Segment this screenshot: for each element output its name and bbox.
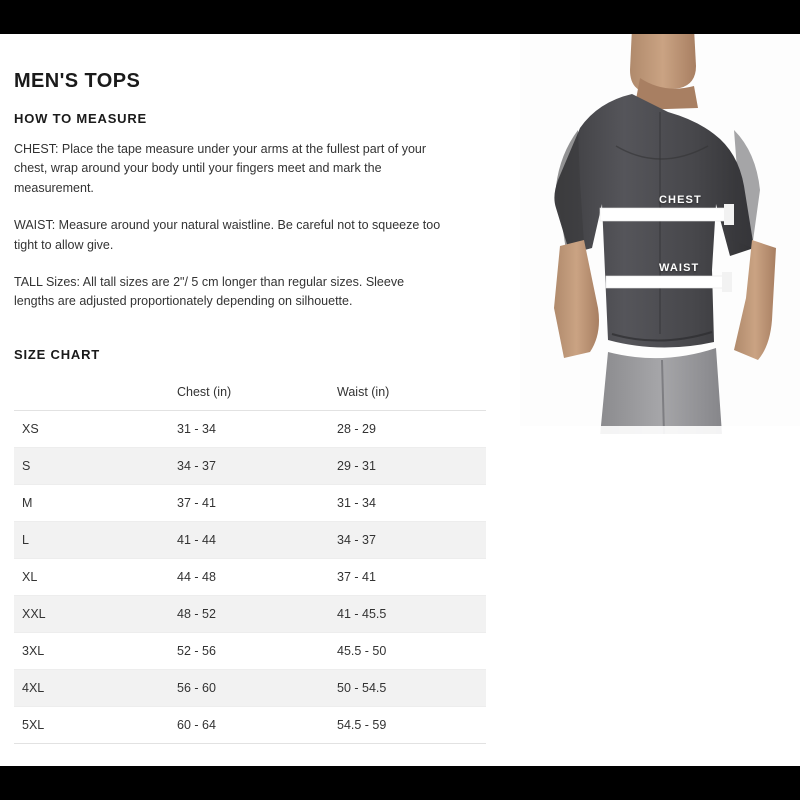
cell-chest: 52 - 56	[169, 633, 329, 670]
cell-waist: 31 - 34	[329, 485, 486, 522]
cell-chest: 37 - 41	[169, 485, 329, 522]
table-row	[14, 596, 486, 633]
cell-size: L	[14, 522, 169, 559]
column-header-chest: Chest (in)	[169, 374, 329, 411]
table-header-row	[14, 374, 486, 411]
table-row	[14, 670, 486, 707]
cell-waist: 45.5 - 50	[329, 633, 486, 670]
cell-size: 4XL	[14, 670, 169, 707]
cell-size: XL	[14, 559, 169, 596]
cell-chest: 41 - 44	[169, 522, 329, 559]
size-guide-page	[0, 34, 800, 766]
cell-chest: 44 - 48	[169, 559, 329, 596]
waist-instructions: WAIST: Measure around your natural waistline. Be careful not to squeeze too tight to allow give.	[14, 218, 441, 252]
size-chart-heading: SIZE CHART	[14, 347, 100, 362]
table-row	[14, 707, 486, 744]
column-header-waist: Waist (in)	[329, 374, 486, 411]
how-to-measure-section	[14, 70, 534, 312]
cell-chest: 60 - 64	[169, 707, 329, 744]
cell-waist: 50 - 54.5	[329, 670, 486, 707]
table-row	[14, 559, 486, 596]
table-row	[14, 411, 486, 448]
cell-chest: 31 - 34	[169, 411, 329, 448]
cell-chest: 56 - 60	[169, 670, 329, 707]
chest-instructions: CHEST: Place the tape measure under your arms at the fullest part of your chest, wrap around your body until your fingers meet and mark the measurement.	[14, 142, 427, 195]
waist-tape-label: WAIST	[659, 262, 700, 274]
cell-size: XXL	[14, 596, 169, 633]
cell-size: 5XL	[14, 707, 169, 744]
cell-waist: 28 - 29	[329, 411, 486, 448]
chest-tape-label: CHEST	[659, 194, 702, 206]
table-row	[14, 485, 486, 522]
model-illustration	[520, 34, 800, 434]
cell-waist: 29 - 31	[329, 448, 486, 485]
column-header-size	[14, 374, 169, 411]
cell-waist: 34 - 37	[329, 522, 486, 559]
cell-chest: 34 - 37	[169, 448, 329, 485]
cell-size: XS	[14, 411, 169, 448]
how-to-measure-heading: HOW TO MEASURE	[14, 111, 148, 126]
table-row	[14, 448, 486, 485]
cell-size: M	[14, 485, 169, 522]
cell-chest: 48 - 52	[169, 596, 329, 633]
cell-waist: 37 - 41	[329, 559, 486, 596]
cell-waist: 41 - 45.5	[329, 596, 486, 633]
cell-size: S	[14, 448, 169, 485]
model-photo	[520, 34, 800, 434]
tall-sizes-note: TALL Sizes: All tall sizes are 2"/ 5 cm longer than regular sizes. Sleeve lengths are adjusted proportionately depending on silhouette.	[14, 274, 405, 309]
table-row	[14, 522, 486, 559]
cell-waist: 54.5 - 59	[329, 707, 486, 744]
cell-size: 3XL	[14, 633, 169, 670]
page-title: MEN'S TOPS	[14, 70, 141, 92]
size-chart-table	[14, 374, 486, 744]
table-row	[14, 633, 486, 670]
